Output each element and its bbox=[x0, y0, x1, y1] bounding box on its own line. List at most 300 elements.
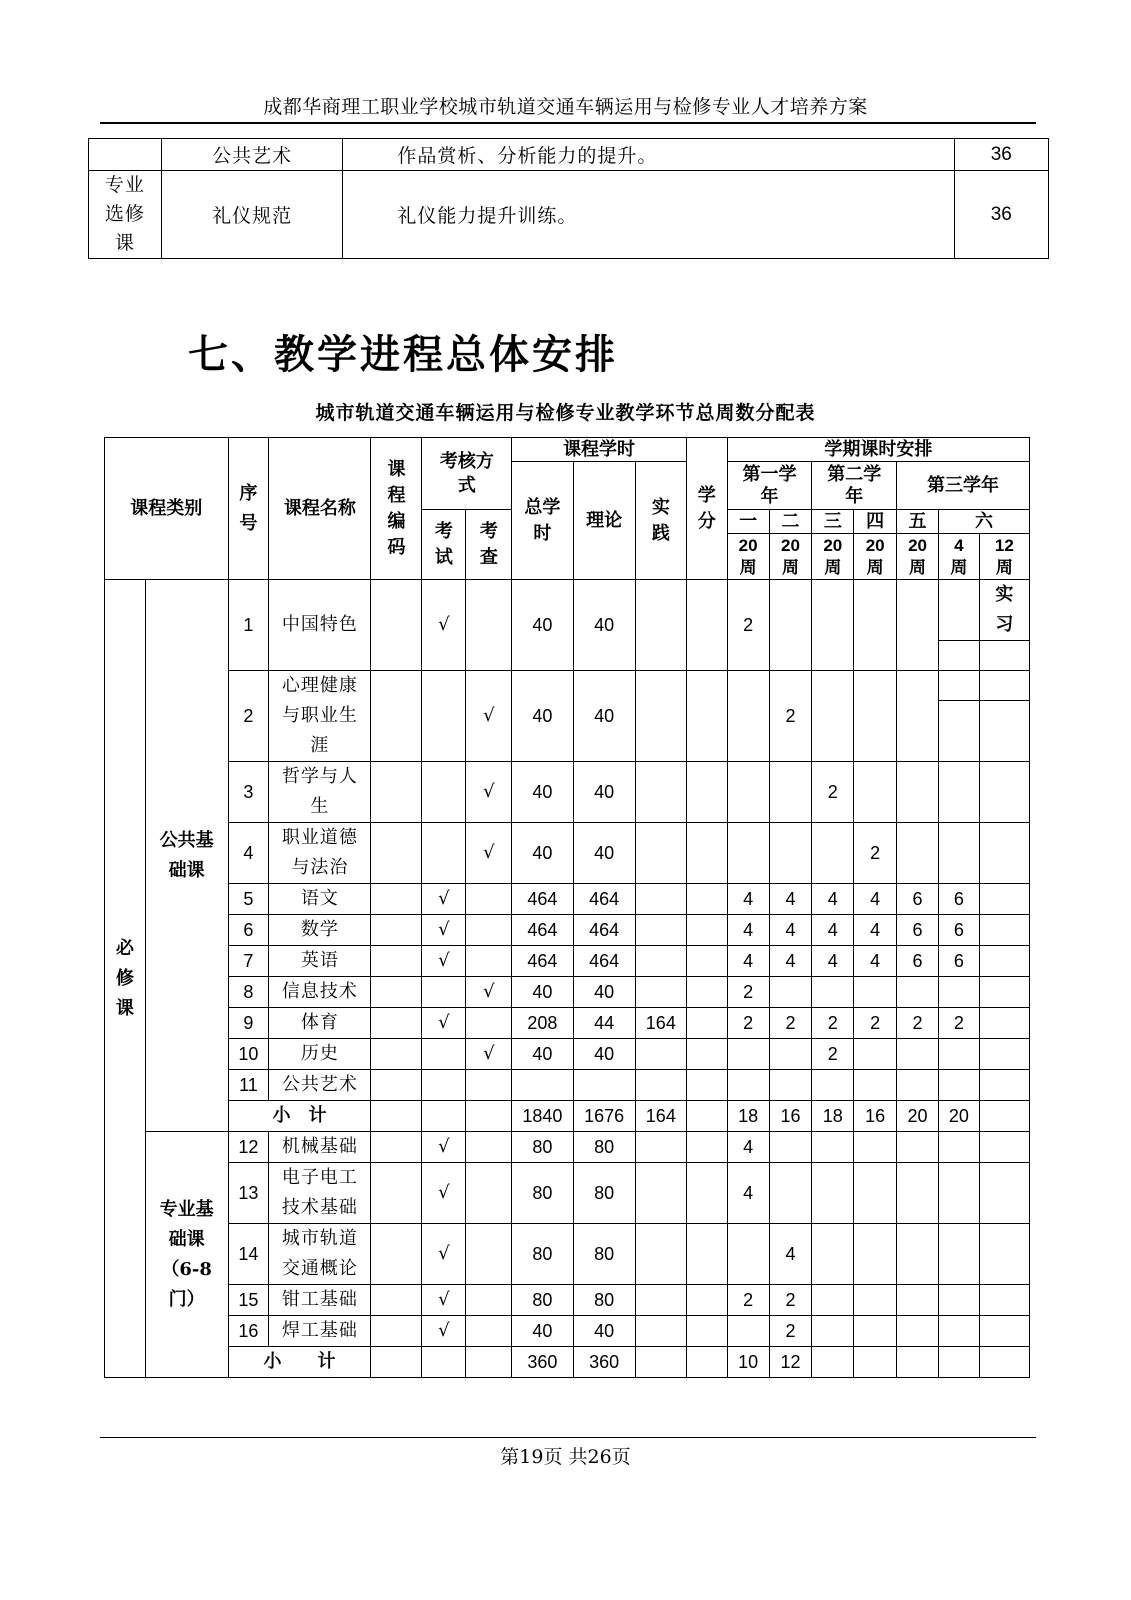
name-cell: 信息技术 bbox=[269, 977, 371, 1008]
t2-cell: 4 bbox=[769, 1224, 812, 1285]
t6a-cell bbox=[938, 823, 979, 884]
table-row bbox=[105, 1163, 1030, 1224]
t6b-cell bbox=[979, 823, 1029, 884]
idx-cell: 16 bbox=[228, 1316, 269, 1347]
theory-cell: 360 bbox=[573, 1347, 635, 1378]
t6b-cell bbox=[979, 1316, 1029, 1347]
check-cell bbox=[466, 1008, 512, 1039]
check-cell: √ bbox=[466, 977, 512, 1008]
header-year1: 第一学年 bbox=[727, 462, 812, 510]
check-cell: √ bbox=[466, 671, 512, 762]
t6a-cell: 20 bbox=[938, 1101, 979, 1132]
category-cell: 专业选修课 bbox=[89, 171, 162, 259]
header-course-name: 课程名称 bbox=[269, 438, 371, 580]
t6a-cell bbox=[938, 1039, 979, 1070]
t1-cell bbox=[727, 762, 769, 823]
idx-cell: 15 bbox=[228, 1285, 269, 1316]
name-cell: 语文 bbox=[269, 884, 371, 915]
weeks-5: 20周 bbox=[897, 534, 939, 580]
t1-cell: 4 bbox=[727, 946, 769, 977]
page-number: 第19页 共26页 bbox=[500, 1446, 631, 1468]
t2-cell: 2 bbox=[769, 1316, 812, 1347]
exam-cell: √ bbox=[422, 1224, 466, 1285]
practice-cell bbox=[635, 1070, 686, 1101]
exam-cell: √ bbox=[422, 580, 466, 671]
t2-cell bbox=[769, 762, 812, 823]
total-cell: 80 bbox=[512, 1224, 573, 1285]
t1-cell: 4 bbox=[727, 1132, 769, 1163]
t5-cell bbox=[897, 580, 939, 671]
internship-cell: 实习 bbox=[979, 580, 1029, 641]
t6b-cell bbox=[979, 1224, 1029, 1285]
t3-cell: 18 bbox=[812, 1101, 854, 1132]
practice-cell: 164 bbox=[635, 1008, 686, 1039]
exam-cell: √ bbox=[422, 915, 466, 946]
t1-cell: 18 bbox=[727, 1101, 769, 1132]
credit-cell bbox=[686, 977, 727, 1008]
code-cell bbox=[371, 977, 422, 1008]
t1-cell: 10 bbox=[727, 1347, 769, 1378]
t6a-cell bbox=[938, 580, 979, 641]
weeks-6: 4周 bbox=[938, 534, 979, 580]
t6b-cell bbox=[979, 1039, 1029, 1070]
code-cell bbox=[371, 884, 422, 915]
t6b-cell bbox=[979, 1070, 1029, 1101]
credit-cell bbox=[686, 823, 727, 884]
t6a-cell bbox=[938, 641, 979, 671]
t4-cell: 4 bbox=[854, 915, 897, 946]
category-cell bbox=[89, 139, 162, 171]
t5-cell bbox=[897, 977, 939, 1008]
check-cell bbox=[466, 1101, 512, 1132]
course-desc-cell: 作品赏析、分析能力的提升。 bbox=[343, 139, 954, 171]
t2-cell: 4 bbox=[769, 884, 812, 915]
t6a-cell bbox=[938, 762, 979, 823]
practice-cell bbox=[635, 915, 686, 946]
t3-cell bbox=[812, 671, 854, 762]
t5-cell: 6 bbox=[897, 884, 939, 915]
code-cell bbox=[371, 1039, 422, 1070]
t6a-cell bbox=[938, 701, 979, 762]
t5-cell bbox=[897, 1347, 939, 1378]
t6b-cell bbox=[979, 671, 1029, 701]
term-4: 四 bbox=[854, 510, 897, 534]
t6b-cell bbox=[979, 641, 1029, 671]
check-cell bbox=[466, 884, 512, 915]
header-credit: 学分 bbox=[686, 438, 727, 580]
t2-cell: 2 bbox=[769, 1285, 812, 1316]
check-cell bbox=[466, 1132, 512, 1163]
check-cell bbox=[466, 1285, 512, 1316]
t2-cell bbox=[769, 580, 812, 671]
t6a-cell bbox=[938, 1285, 979, 1316]
subtotal-label: 小 计 bbox=[228, 1347, 371, 1378]
idx-cell: 9 bbox=[228, 1008, 269, 1039]
practice-cell bbox=[635, 1224, 686, 1285]
t2-cell: 4 bbox=[769, 915, 812, 946]
footer-rule bbox=[100, 1437, 1036, 1438]
credit-cell bbox=[686, 1101, 727, 1132]
t2-cell: 16 bbox=[769, 1101, 812, 1132]
t2-cell bbox=[769, 1163, 812, 1224]
t3-cell bbox=[812, 1347, 854, 1378]
code-cell bbox=[371, 1285, 422, 1316]
t6a-cell bbox=[938, 1163, 979, 1224]
header-index: 序号 bbox=[228, 438, 269, 580]
t3-cell bbox=[812, 580, 854, 671]
idx-cell: 7 bbox=[228, 946, 269, 977]
t4-cell bbox=[854, 580, 897, 671]
page-header-title: 成都华商理工职业学校城市轨道交通车辆运用与检修专业人才培养方案 bbox=[263, 96, 868, 118]
header-rule bbox=[100, 122, 1036, 124]
t4-cell bbox=[854, 1316, 897, 1347]
credit-cell bbox=[686, 1347, 727, 1378]
total-cell: 80 bbox=[512, 1132, 573, 1163]
idx-cell: 6 bbox=[228, 915, 269, 946]
t2-cell: 2 bbox=[769, 671, 812, 762]
header-practice: 实践 bbox=[635, 462, 686, 580]
check-cell bbox=[466, 1163, 512, 1224]
header-exam: 考试 bbox=[422, 510, 466, 580]
t5-cell: 6 bbox=[897, 915, 939, 946]
t6b-cell bbox=[979, 1285, 1029, 1316]
practice-cell bbox=[635, 1132, 686, 1163]
major-group: 专业基础课（6-8门） bbox=[145, 1132, 228, 1378]
weeks-2: 20周 bbox=[769, 534, 812, 580]
subtotal-label: 小 计 bbox=[228, 1101, 371, 1132]
t1-cell bbox=[727, 1039, 769, 1070]
check-cell bbox=[466, 1316, 512, 1347]
table-row bbox=[105, 580, 1030, 641]
theory-cell: 464 bbox=[573, 884, 635, 915]
code-cell bbox=[371, 1008, 422, 1039]
theory-cell: 40 bbox=[573, 1316, 635, 1347]
practice-cell bbox=[635, 762, 686, 823]
t1-cell bbox=[727, 1316, 769, 1347]
t6b-cell bbox=[979, 1132, 1029, 1163]
check-cell bbox=[466, 915, 512, 946]
t4-cell: 2 bbox=[854, 823, 897, 884]
code-cell bbox=[371, 915, 422, 946]
t1-cell bbox=[727, 1224, 769, 1285]
t3-cell bbox=[812, 823, 854, 884]
theory-cell: 80 bbox=[573, 1163, 635, 1224]
t6a-cell bbox=[938, 1224, 979, 1285]
credit-cell bbox=[686, 915, 727, 946]
code-cell bbox=[371, 1132, 422, 1163]
name-cell: 职业道德与法治 bbox=[269, 823, 371, 884]
exam-cell bbox=[422, 1101, 466, 1132]
total-cell: 464 bbox=[512, 884, 573, 915]
credit-cell bbox=[686, 884, 727, 915]
idx-cell: 8 bbox=[228, 977, 269, 1008]
t4-cell bbox=[854, 762, 897, 823]
t1-cell bbox=[727, 823, 769, 884]
theory-cell: 464 bbox=[573, 946, 635, 977]
theory-cell: 40 bbox=[573, 823, 635, 884]
t5-cell bbox=[897, 1224, 939, 1285]
t4-cell: 16 bbox=[854, 1101, 897, 1132]
t6a-cell bbox=[938, 1070, 979, 1101]
t3-cell: 4 bbox=[812, 946, 854, 977]
t6a-cell bbox=[938, 1347, 979, 1378]
table-row bbox=[89, 139, 1049, 171]
t4-cell bbox=[854, 977, 897, 1008]
exam-cell: √ bbox=[422, 884, 466, 915]
t5-cell bbox=[897, 1039, 939, 1070]
exam-cell bbox=[422, 977, 466, 1008]
t4-cell: 2 bbox=[854, 1008, 897, 1039]
total-cell: 80 bbox=[512, 1285, 573, 1316]
idx-cell: 12 bbox=[228, 1132, 269, 1163]
t1-cell: 4 bbox=[727, 1163, 769, 1224]
t4-cell bbox=[854, 1224, 897, 1285]
t6a-cell: 6 bbox=[938, 915, 979, 946]
weeks-4: 20周 bbox=[854, 534, 897, 580]
t1-cell: 2 bbox=[727, 580, 769, 671]
t3-cell bbox=[812, 1163, 854, 1224]
credit-cell bbox=[686, 1008, 727, 1039]
t6b-cell bbox=[979, 701, 1029, 762]
check-cell bbox=[466, 1224, 512, 1285]
t1-cell: 2 bbox=[727, 1285, 769, 1316]
t6a-cell: 6 bbox=[938, 884, 979, 915]
practice-cell bbox=[635, 977, 686, 1008]
name-cell: 数学 bbox=[269, 915, 371, 946]
exam-cell: √ bbox=[422, 1316, 466, 1347]
theory-cell: 40 bbox=[573, 671, 635, 762]
course-name-cell: 礼仪规范 bbox=[161, 171, 343, 259]
total-cell: 40 bbox=[512, 580, 573, 671]
t3-cell: 4 bbox=[812, 915, 854, 946]
total-cell: 40 bbox=[512, 1039, 573, 1070]
code-cell bbox=[371, 762, 422, 823]
t4-cell bbox=[854, 1039, 897, 1070]
table-row bbox=[105, 884, 1030, 915]
t6a-cell bbox=[938, 977, 979, 1008]
theory-cell: 40 bbox=[573, 762, 635, 823]
t1-cell: 4 bbox=[727, 884, 769, 915]
t2-cell bbox=[769, 1132, 812, 1163]
header-check: 考查 bbox=[466, 510, 512, 580]
subtotal-row bbox=[105, 1347, 1030, 1378]
code-cell bbox=[371, 1347, 422, 1378]
total-cell: 40 bbox=[512, 977, 573, 1008]
t6b-cell bbox=[979, 977, 1029, 1008]
exam-cell: √ bbox=[422, 1163, 466, 1224]
t5-cell bbox=[897, 762, 939, 823]
exam-cell bbox=[422, 1039, 466, 1070]
t4-cell bbox=[854, 1163, 897, 1224]
table-row bbox=[105, 823, 1030, 884]
course-desc-table bbox=[88, 138, 1049, 259]
t3-cell bbox=[812, 1132, 854, 1163]
weeks-3: 20周 bbox=[812, 534, 854, 580]
name-cell: 历史 bbox=[269, 1039, 371, 1070]
name-cell: 心理健康与职业生涯 bbox=[269, 671, 371, 762]
header-assess: 考核方式 bbox=[422, 438, 512, 510]
t6b-cell bbox=[979, 762, 1029, 823]
t2-cell bbox=[769, 1070, 812, 1101]
t2-cell bbox=[769, 823, 812, 884]
idx-cell: 1 bbox=[228, 580, 269, 671]
t1-cell bbox=[727, 671, 769, 762]
idx-cell: 3 bbox=[228, 762, 269, 823]
exam-cell bbox=[422, 762, 466, 823]
table-row bbox=[105, 671, 1030, 701]
practice-cell: 164 bbox=[635, 1101, 686, 1132]
header-course-code: 课程编码 bbox=[371, 438, 422, 580]
t6a-cell bbox=[938, 1316, 979, 1347]
t5-cell bbox=[897, 823, 939, 884]
t6b-cell bbox=[979, 946, 1029, 977]
total-cell: 464 bbox=[512, 915, 573, 946]
code-cell bbox=[371, 1316, 422, 1347]
t6b-cell bbox=[979, 884, 1029, 915]
t5-cell bbox=[897, 1070, 939, 1101]
check-cell bbox=[466, 1070, 512, 1101]
name-cell: 钳工基础 bbox=[269, 1285, 371, 1316]
course-desc-cell: 礼仪能力提升训练。 bbox=[343, 171, 954, 259]
t5-cell bbox=[897, 1132, 939, 1163]
table-row bbox=[105, 1285, 1030, 1316]
code-cell bbox=[371, 946, 422, 977]
practice-cell bbox=[635, 1163, 686, 1224]
t4-cell bbox=[854, 671, 897, 762]
credit-cell bbox=[686, 580, 727, 671]
hours-cell: 36 bbox=[954, 171, 1048, 259]
check-cell bbox=[466, 946, 512, 977]
code-cell bbox=[371, 1224, 422, 1285]
required-category: 必修课 bbox=[105, 580, 146, 1378]
theory-cell: 44 bbox=[573, 1008, 635, 1039]
theory-cell: 80 bbox=[573, 1132, 635, 1163]
exam-cell: √ bbox=[422, 946, 466, 977]
t3-cell bbox=[812, 1316, 854, 1347]
name-cell: 机械基础 bbox=[269, 1132, 371, 1163]
table-row bbox=[105, 1132, 1030, 1163]
practice-cell bbox=[635, 1285, 686, 1316]
check-cell: √ bbox=[466, 823, 512, 884]
t5-cell bbox=[897, 1316, 939, 1347]
t6b-cell bbox=[979, 1101, 1029, 1132]
t3-cell bbox=[812, 1224, 854, 1285]
t6a-cell bbox=[938, 1132, 979, 1163]
table-caption: 城市轨道交通车辆运用与检修专业教学环节总周数分配表 bbox=[315, 402, 816, 424]
code-cell bbox=[371, 671, 422, 762]
exam-cell: √ bbox=[422, 1132, 466, 1163]
check-cell bbox=[466, 1347, 512, 1378]
theory-cell: 1676 bbox=[573, 1101, 635, 1132]
table-row bbox=[89, 171, 1049, 259]
idx-cell: 5 bbox=[228, 884, 269, 915]
weeks-7: 12周 bbox=[979, 534, 1029, 580]
total-cell: 1840 bbox=[512, 1101, 573, 1132]
practice-cell bbox=[635, 1039, 686, 1070]
theory-cell bbox=[573, 1070, 635, 1101]
term-2: 二 bbox=[769, 510, 812, 534]
check-cell: √ bbox=[466, 762, 512, 823]
t3-cell bbox=[812, 977, 854, 1008]
t6a-cell bbox=[938, 671, 979, 701]
header-hours: 课程学时 bbox=[512, 438, 687, 462]
credit-cell bbox=[686, 1285, 727, 1316]
schedule-table bbox=[104, 437, 1030, 1378]
theory-cell: 40 bbox=[573, 977, 635, 1008]
t4-cell: 4 bbox=[854, 946, 897, 977]
theory-cell: 80 bbox=[573, 1285, 635, 1316]
t1-cell: 2 bbox=[727, 1008, 769, 1039]
t4-cell: 4 bbox=[854, 884, 897, 915]
theory-cell: 464 bbox=[573, 915, 635, 946]
idx-cell: 10 bbox=[228, 1039, 269, 1070]
t5-cell bbox=[897, 1163, 939, 1224]
t5-cell bbox=[897, 1285, 939, 1316]
term-5: 五 bbox=[897, 510, 939, 534]
table-row bbox=[105, 977, 1030, 1008]
code-cell bbox=[371, 1101, 422, 1132]
header-category: 课程类别 bbox=[105, 438, 229, 580]
table-row bbox=[105, 762, 1030, 823]
exam-cell bbox=[422, 671, 466, 762]
hours-cell: 36 bbox=[954, 139, 1048, 171]
credit-cell bbox=[686, 1070, 727, 1101]
credit-cell bbox=[686, 1224, 727, 1285]
header-year2: 第二学年 bbox=[812, 462, 897, 510]
practice-cell bbox=[635, 946, 686, 977]
exam-cell bbox=[422, 823, 466, 884]
total-cell: 40 bbox=[512, 823, 573, 884]
term-3: 三 bbox=[812, 510, 854, 534]
t6b-cell bbox=[979, 915, 1029, 946]
t2-cell: 2 bbox=[769, 1008, 812, 1039]
idx-cell: 4 bbox=[228, 823, 269, 884]
t6b-cell bbox=[979, 1163, 1029, 1224]
total-cell: 208 bbox=[512, 1008, 573, 1039]
table-row bbox=[105, 1008, 1030, 1039]
credit-cell bbox=[686, 1163, 727, 1224]
total-cell: 80 bbox=[512, 1163, 573, 1224]
subtotal-row bbox=[105, 1101, 1030, 1132]
name-cell: 电子电工技术基础 bbox=[269, 1163, 371, 1224]
practice-cell bbox=[635, 884, 686, 915]
table-row bbox=[105, 1039, 1030, 1070]
t2-cell bbox=[769, 977, 812, 1008]
total-cell: 40 bbox=[512, 671, 573, 762]
t1-cell: 4 bbox=[727, 915, 769, 946]
total-cell: 464 bbox=[512, 946, 573, 977]
t6b-cell bbox=[979, 1008, 1029, 1039]
header-theory: 理论 bbox=[573, 462, 635, 580]
header-semester: 学期课时安排 bbox=[727, 438, 1029, 462]
table-row bbox=[105, 1070, 1030, 1101]
exam-cell: √ bbox=[422, 1285, 466, 1316]
header-year3: 第三学年 bbox=[897, 462, 1030, 510]
total-cell: 40 bbox=[512, 1316, 573, 1347]
credit-cell bbox=[686, 946, 727, 977]
t3-cell bbox=[812, 1285, 854, 1316]
code-cell bbox=[371, 1163, 422, 1224]
name-cell: 中国特色 bbox=[269, 580, 371, 671]
t6a-cell: 6 bbox=[938, 946, 979, 977]
term-6: 六 bbox=[938, 510, 1029, 534]
table-row bbox=[105, 1224, 1030, 1285]
term-1: 一 bbox=[727, 510, 769, 534]
total-cell: 40 bbox=[512, 762, 573, 823]
exam-cell: √ bbox=[422, 1008, 466, 1039]
credit-cell bbox=[686, 1316, 727, 1347]
total-cell bbox=[512, 1070, 573, 1101]
